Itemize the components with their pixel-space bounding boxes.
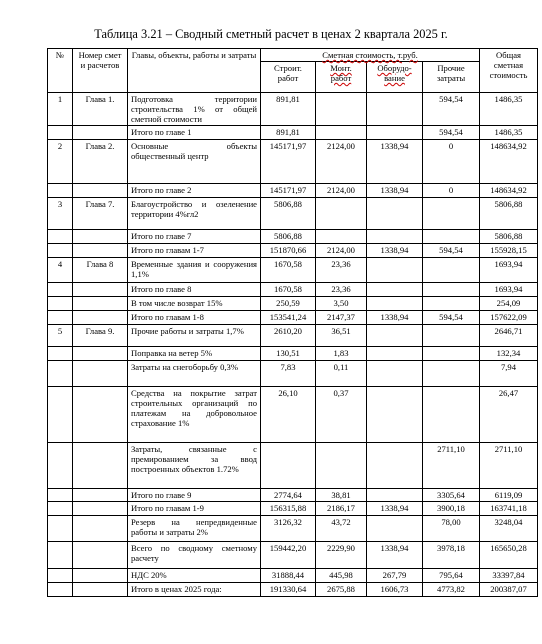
table-row — [48, 583, 538, 597]
row-code — [73, 489, 128, 502]
row-build: 26,10 — [261, 387, 316, 443]
row-mount: 445,98 — [316, 569, 367, 583]
row-build: 159442,20 — [261, 542, 316, 569]
table-row — [48, 126, 538, 140]
table-row — [48, 502, 538, 516]
row-num — [48, 230, 73, 244]
row-mount: 2124,00 — [316, 184, 367, 198]
table-row — [48, 184, 538, 198]
row-code — [73, 516, 128, 542]
row-build: 891,81 — [261, 93, 316, 126]
row-other — [423, 347, 480, 361]
row-code — [73, 347, 128, 361]
row-mount: 1,83 — [316, 347, 367, 361]
row-num — [48, 542, 73, 569]
row-mount — [316, 198, 367, 230]
row-code — [73, 311, 128, 325]
row-total: 163741,18 — [480, 502, 538, 516]
row-code — [73, 443, 128, 489]
row-other: 4773,82 — [423, 583, 480, 597]
row-mount: 2124,00 — [316, 244, 367, 258]
row-other: 3900,18 — [423, 502, 480, 516]
row-total: 33397,84 — [480, 569, 538, 583]
table-row — [48, 489, 538, 502]
row-other — [423, 387, 480, 443]
row-code: Глава 9. — [73, 325, 128, 347]
row-equip — [367, 516, 423, 542]
row-code — [73, 184, 128, 198]
row-total: 254,09 — [480, 297, 538, 311]
row-other — [423, 283, 480, 297]
row-mount — [316, 443, 367, 489]
row-other — [423, 361, 480, 387]
row-code: Глава 7. — [73, 198, 128, 230]
row-name: Итого по главе 8 — [128, 283, 261, 297]
row-total: 148634,92 — [480, 184, 538, 198]
row-build: 7,83 — [261, 361, 316, 387]
header-equip: Оборудо-вание — [367, 62, 423, 93]
row-mount: 2147,37 — [316, 311, 367, 325]
row-other: 594,54 — [423, 244, 480, 258]
row-total: 165650,28 — [480, 542, 538, 569]
row-num — [48, 126, 73, 140]
row-mount: 2186,17 — [316, 502, 367, 516]
row-equip — [367, 489, 423, 502]
row-mount: 2229,90 — [316, 542, 367, 569]
row-mount — [316, 93, 367, 126]
row-name: Благоустройство и озеленение территории 4%гл2 — [128, 198, 261, 230]
row-code — [73, 126, 128, 140]
row-equip: 1338,94 — [367, 244, 423, 258]
row-name: НДС 20% — [128, 569, 261, 583]
row-mount: 0,37 — [316, 387, 367, 443]
row-num: 2 — [48, 140, 73, 184]
row-mount — [316, 126, 367, 140]
row-total: 7,94 — [480, 361, 538, 387]
table-row — [48, 93, 538, 126]
row-build: 145171,97 — [261, 184, 316, 198]
row-name: Итого в ценах 2025 года: — [128, 583, 261, 597]
row-equip — [367, 230, 423, 244]
row-total: 200387,07 — [480, 583, 538, 597]
row-build: 1670,58 — [261, 283, 316, 297]
row-name: Итого по главе 7 — [128, 230, 261, 244]
row-num — [48, 361, 73, 387]
header-total: Общая сметная стоимость — [480, 49, 538, 93]
row-other: 795,64 — [423, 569, 480, 583]
row-total: 2711,10 — [480, 443, 538, 489]
row-code — [73, 230, 128, 244]
table-row — [48, 140, 538, 184]
row-equip — [367, 361, 423, 387]
row-build: 2774,64 — [261, 489, 316, 502]
row-name: Подготовка территории строительства 1% от общей сметной стоимости — [128, 93, 261, 126]
row-equip — [367, 325, 423, 347]
row-total: 2646,71 — [480, 325, 538, 347]
row-total: 157622,09 — [480, 311, 538, 325]
row-name: Итого по главам 1-8 — [128, 311, 261, 325]
row-name: Резерв на непредвиденные работы и затраты 2% — [128, 516, 261, 542]
row-num — [48, 297, 73, 311]
row-total: 5806,88 — [480, 230, 538, 244]
row-code — [73, 297, 128, 311]
row-equip — [367, 93, 423, 126]
table-row — [48, 311, 538, 325]
row-other: 3978,18 — [423, 542, 480, 569]
row-name: Итого по главе 9 — [128, 489, 261, 502]
row-num: 5 — [48, 325, 73, 347]
row-code — [73, 502, 128, 516]
row-name: Поправка на ветер 5% — [128, 347, 261, 361]
row-build: 5806,88 — [261, 198, 316, 230]
row-build: 145171,97 — [261, 140, 316, 184]
row-mount: 36,51 — [316, 325, 367, 347]
estimate-table — [47, 48, 538, 597]
row-name: Итого по главе 1 — [128, 126, 261, 140]
row-equip: 1338,94 — [367, 140, 423, 184]
row-build: 130,51 — [261, 347, 316, 361]
row-num — [48, 283, 73, 297]
row-other: 0 — [423, 140, 480, 184]
row-name: Затраты, связанные с премированием за ввод построенных объектов 1.72% — [128, 443, 261, 489]
row-name: Временные здания и сооружения 1,1% — [128, 258, 261, 283]
row-other: 594,54 — [423, 126, 480, 140]
row-name: Всего по сводному сметному расчету — [128, 542, 261, 569]
row-num — [48, 569, 73, 583]
row-mount: 38,81 — [316, 489, 367, 502]
row-code: Глава 8 — [73, 258, 128, 283]
table-row — [48, 283, 538, 297]
row-build: 151870,66 — [261, 244, 316, 258]
row-build: 1670,58 — [261, 258, 316, 283]
row-equip — [367, 198, 423, 230]
row-build: 250,59 — [261, 297, 316, 311]
row-other: 3305,64 — [423, 489, 480, 502]
row-name: Прочие работы и затраты 1,7% — [128, 325, 261, 347]
row-equip — [367, 387, 423, 443]
header-name: Главы, объекты, работы и затраты — [128, 49, 261, 93]
row-other: 594,54 — [423, 93, 480, 126]
header-other: Прочие затраты — [423, 62, 480, 93]
row-code — [73, 542, 128, 569]
row-name: Итого по главе 2 — [128, 184, 261, 198]
row-code: Глава 1. — [73, 93, 128, 126]
row-num — [48, 311, 73, 325]
row-mount — [316, 230, 367, 244]
row-code — [73, 283, 128, 297]
row-mount: 23,36 — [316, 283, 367, 297]
row-equip: 1338,94 — [367, 542, 423, 569]
row-equip — [367, 297, 423, 311]
table-row — [48, 325, 538, 347]
row-mount: 23,36 — [316, 258, 367, 283]
row-equip: 1338,94 — [367, 311, 423, 325]
row-equip — [367, 126, 423, 140]
row-other: 2711,10 — [423, 443, 480, 489]
row-name: Затраты на снегоборьбу 0,3% — [128, 361, 261, 387]
row-num — [48, 516, 73, 542]
row-other: 594,54 — [423, 311, 480, 325]
row-name: Средства на покрытие затрат строительных организаций по платежам на добровольное страхование 1% — [128, 387, 261, 443]
row-num: 3 — [48, 198, 73, 230]
row-code — [73, 244, 128, 258]
row-equip — [367, 258, 423, 283]
row-build: 156315,88 — [261, 502, 316, 516]
row-name: В том числе возврат 15% — [128, 297, 261, 311]
header-mount: Монт. работ — [316, 62, 367, 93]
row-num — [48, 184, 73, 198]
row-total: 1693,94 — [480, 283, 538, 297]
row-total: 3248,04 — [480, 516, 538, 542]
table-row — [48, 244, 538, 258]
table-row — [48, 258, 538, 283]
row-name: Итого по главам 1-7 — [128, 244, 261, 258]
row-equip — [367, 283, 423, 297]
header-group: Сметная стоимость, т.руб. — [261, 49, 480, 62]
table-row — [48, 542, 538, 569]
row-equip: 267,79 — [367, 569, 423, 583]
row-equip — [367, 443, 423, 489]
row-num — [48, 489, 73, 502]
row-total: 1486,35 — [480, 126, 538, 140]
row-total: 26,47 — [480, 387, 538, 443]
row-num — [48, 244, 73, 258]
row-equip — [367, 347, 423, 361]
table-title: Таблица 3.21 – Сводный сметный расчет в ценах 2 квартала 2025 г. — [94, 27, 448, 41]
table-row — [48, 198, 538, 230]
row-num: 1 — [48, 93, 73, 126]
row-name: Основные объекты общественный центр — [128, 140, 261, 184]
row-build: 5806,88 — [261, 230, 316, 244]
row-build — [261, 443, 316, 489]
row-mount: 3,50 — [316, 297, 367, 311]
row-num: 4 — [48, 258, 73, 283]
row-other — [423, 198, 480, 230]
row-code — [73, 569, 128, 583]
row-total: 5806,88 — [480, 198, 538, 230]
row-other — [423, 258, 480, 283]
row-build: 153541,24 — [261, 311, 316, 325]
row-other: 0 — [423, 184, 480, 198]
row-build: 891,81 — [261, 126, 316, 140]
row-total: 155928,15 — [480, 244, 538, 258]
row-build: 3126,32 — [261, 516, 316, 542]
table-row — [48, 443, 538, 489]
row-total: 1486,35 — [480, 93, 538, 126]
row-total: 6119,09 — [480, 489, 538, 502]
row-name: Итого по главам 1-9 — [128, 502, 261, 516]
row-equip: 1338,94 — [367, 184, 423, 198]
row-num — [48, 387, 73, 443]
row-build: 2610,20 — [261, 325, 316, 347]
row-code: Глава 2. — [73, 140, 128, 184]
row-build: 191330,64 — [261, 583, 316, 597]
row-code — [73, 583, 128, 597]
row-num — [48, 443, 73, 489]
row-other: 78,00 — [423, 516, 480, 542]
row-code — [73, 361, 128, 387]
row-code — [73, 387, 128, 443]
table-row — [48, 297, 538, 311]
row-num — [48, 583, 73, 597]
header-build: Строит. работ — [261, 62, 316, 93]
table-row — [48, 387, 538, 443]
row-num — [48, 347, 73, 361]
row-equip: 1606,73 — [367, 583, 423, 597]
row-mount: 2124,00 — [316, 140, 367, 184]
row-other — [423, 297, 480, 311]
table-row — [48, 516, 538, 542]
row-total: 132,34 — [480, 347, 538, 361]
row-equip: 1338,94 — [367, 502, 423, 516]
table-row — [48, 230, 538, 244]
header-code: Номер смет и расчетов — [73, 49, 128, 93]
row-total: 148634,92 — [480, 140, 538, 184]
row-mount: 43,72 — [316, 516, 367, 542]
table-row — [48, 569, 538, 583]
row-mount: 0,11 — [316, 361, 367, 387]
row-other — [423, 230, 480, 244]
row-build: 31888,44 — [261, 569, 316, 583]
row-other — [423, 325, 480, 347]
row-total: 1693,94 — [480, 258, 538, 283]
table-row — [48, 347, 538, 361]
table-row — [48, 361, 538, 387]
row-num — [48, 502, 73, 516]
row-mount: 2675,88 — [316, 583, 367, 597]
header-num: № — [48, 49, 73, 93]
